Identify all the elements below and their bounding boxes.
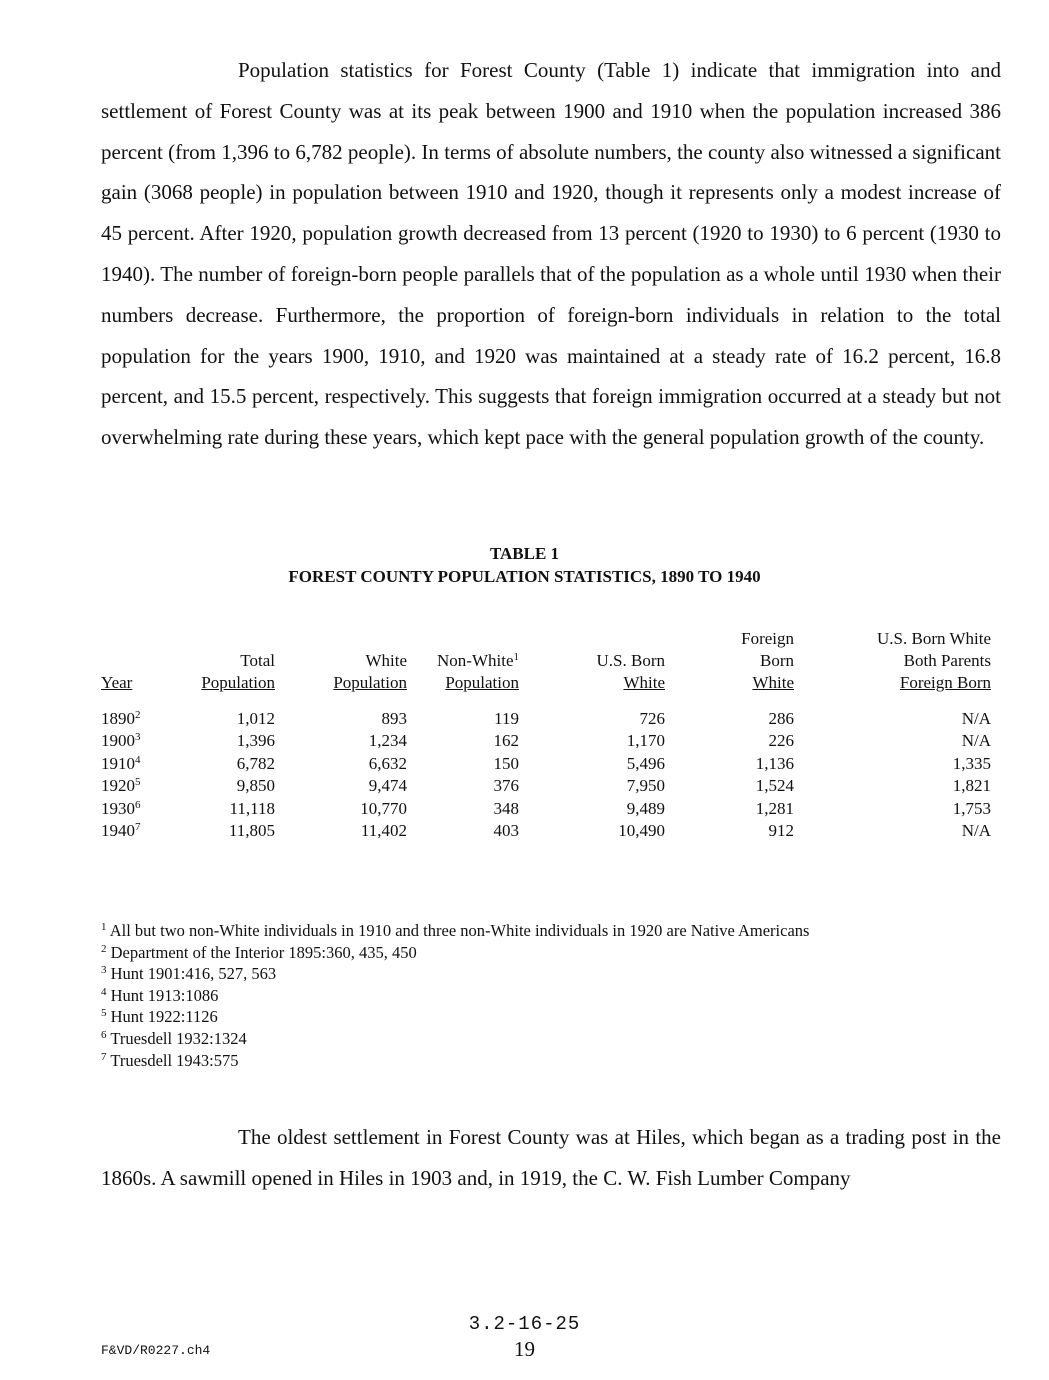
- cell-total: 11,805: [228, 821, 275, 841]
- cell-nonwhite: 403: [493, 821, 519, 841]
- cell-white: 11,402: [360, 821, 407, 841]
- header-year: Year: [101, 673, 133, 692]
- body-paragraph-population: Population statistics for Forest County (Table 1) indicate that immigration into and settlement of Forest County was at its peak between 1900 and 1910 when the population increased 386 percent (from 1,396 to 6,782 people). In terms of absolute numbers, the county also witnessed a significant gain (3068 people) in population between 1910 and 1920, though it represents only a modest increase of 45 percent. After 1920, population growth decreased from 13 percent (1920 to 1930) to 6 percent (1930 to 1940). The number of foreign-born people parallels that of the population as a whole until 1930 when their numbers decrease. Furthermore, the proportion of foreign-born individuals in relation to the total population for the years 1900, 1910, and 1920 was maintained at a steady rate of 16.2 percent, 16.8 percent, and 15.5 percent, respectively. This suggests that foreign immigration occurred at a steady but not overwhelming rate during these years, which kept pace with the general population growth of the county.: [101, 58, 1001, 450]
- population-table: [101, 628, 991, 842]
- cell-total: 9,850: [236, 776, 275, 796]
- footnote: $^7$ Truesdell 1943:575: [101, 1050, 239, 1070]
- table-title: FOREST COUNTY POPULATION STATISTICS, 1890 TO 1940: [288, 567, 761, 586]
- cell-foreign: 226: [768, 731, 794, 751]
- body-paragraph-hiles: The oldest settlement in Forest County was at Hiles, which began as a trading post in the 1860s. A sawmill opened in Hiles in 1903 and, in 1919, the C. W. Fish Lumber Company: [101, 1125, 1001, 1190]
- cell-parents: N/A: [961, 821, 991, 841]
- header-us-born-white-foreign-parents: U.S. Born White Both Parents Foreign Born: [877, 629, 991, 692]
- cell-foreign: 286: [768, 709, 794, 728]
- cell-parents: N/A: [961, 731, 991, 751]
- cell-parents: 1,335: [952, 753, 991, 773]
- cell-nonwhite: 348: [493, 798, 519, 818]
- cell-year: 1940$^7$: [101, 821, 141, 841]
- footnote: $^5$ Hunt 1922:1126: [101, 1007, 218, 1027]
- cell-white: 6,632: [368, 753, 407, 773]
- cell-total: 1,012: [236, 709, 275, 728]
- table-caption: [0, 542, 1049, 588]
- cell-white: 1,234: [368, 731, 407, 751]
- header-white-population: White Population: [333, 651, 407, 692]
- table-row: [101, 798, 991, 820]
- cell-year: 1900$^3$: [101, 731, 141, 751]
- table-row: [101, 702, 991, 730]
- header-us-born-white: U.S. Born White: [596, 651, 665, 692]
- cell-white: 893: [381, 709, 407, 728]
- cell-us-born: 9,489: [626, 798, 665, 818]
- table-header-row: [101, 628, 991, 702]
- cell-year: 1930$^6$: [101, 798, 141, 818]
- cell-us-born: 10,490: [618, 821, 665, 841]
- cell-us-born: 1,170: [626, 731, 665, 751]
- header-foreign-born-white: Foreign Born White: [741, 629, 794, 692]
- footnote: $^3$ Hunt 1901:416, 527, 563: [101, 964, 277, 984]
- page-code: 3.2-16-25: [468, 1313, 581, 1335]
- footnotes: [101, 920, 1001, 1071]
- cell-nonwhite: 376: [493, 776, 519, 796]
- cell-foreign: 1,281: [755, 798, 794, 818]
- footnote: $^6$ Truesdell 1932:1324: [101, 1028, 247, 1048]
- file-identifier: F&VD/R0227.ch4: [101, 1343, 211, 1358]
- table-row: [101, 775, 991, 797]
- cell-year: 1920$^5$: [101, 776, 141, 796]
- cell-foreign: 1,524: [755, 776, 794, 796]
- cell-us-born: 7,950: [626, 776, 665, 796]
- cell-parents: 1,821: [952, 776, 991, 796]
- cell-foreign: 912: [768, 821, 794, 841]
- header-nonwhite-population: Non-White$^1$ Population: [437, 651, 519, 692]
- cell-year: 1910$^4$: [101, 753, 141, 773]
- table-row: [101, 753, 991, 775]
- cell-foreign: 1,136: [755, 753, 794, 773]
- cell-parents: N/A: [961, 709, 991, 728]
- cell-nonwhite: 150: [493, 753, 519, 773]
- cell-white: 9,474: [368, 776, 407, 796]
- cell-total: 1,396: [236, 731, 275, 751]
- footnote: $^4$ Hunt 1913:1086: [101, 985, 219, 1005]
- table-row: [101, 730, 991, 752]
- header-total-population: Total Population: [201, 651, 275, 692]
- table-number: TABLE 1: [489, 544, 560, 563]
- cell-nonwhite: 119: [494, 709, 519, 728]
- cell-us-born: 726: [639, 709, 665, 728]
- page-number: 19: [514, 1337, 535, 1361]
- cell-year: 1890$^2$: [101, 709, 141, 728]
- footnote: $^1$ All but two non-White individuals in 1910 and three non-White individuals in 1920 are Native Americans: [101, 921, 810, 940]
- cell-total: 11,118: [229, 798, 275, 818]
- cell-total: 6,782: [236, 753, 275, 773]
- cell-us-born: 5,496: [626, 753, 665, 773]
- cell-parents: 1,753: [952, 798, 991, 818]
- table-row: [101, 820, 991, 842]
- cell-nonwhite: 162: [493, 731, 519, 751]
- footnote: $^2$ Department of the Interior 1895:360, 435, 450: [101, 942, 417, 962]
- cell-white: 10,770: [360, 798, 407, 818]
